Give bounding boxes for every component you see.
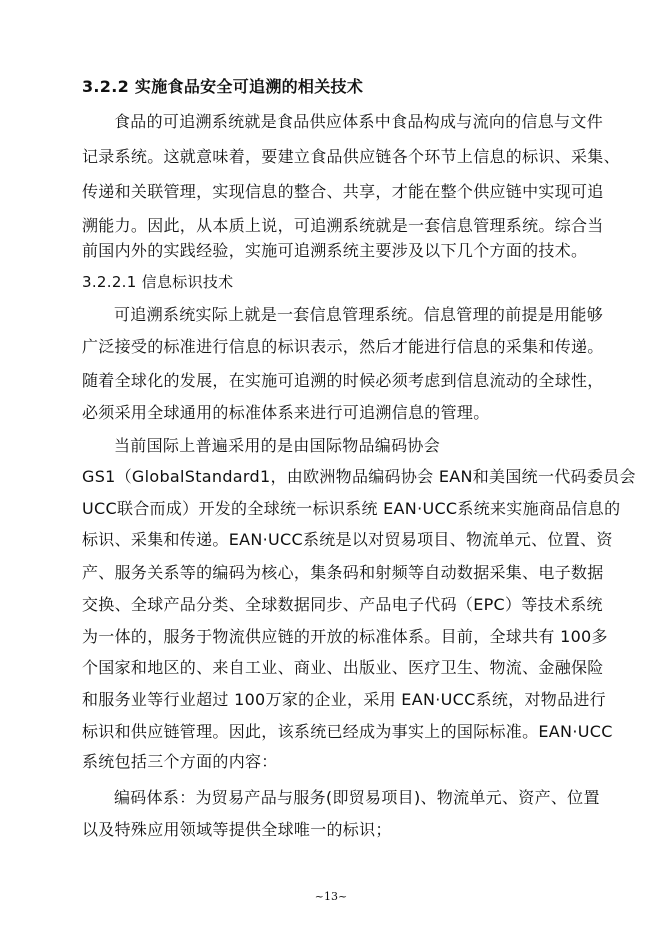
- paragraph-3-line-8: 个国家和地区的、来自工业、商业、出版业、医疗卫生、物流、金融保险: [82, 658, 604, 677]
- paragraph-3-line-3: UCC联合而成）开发的全球统一标识系统 EAN·UCC系统来实施商品信息的: [82, 499, 621, 518]
- paragraph-1-line-2: 记录系统。这就意味着，要建立食品供应链各个环节上信息的标识、采集、: [82, 147, 620, 166]
- paragraph-2-line-2: 广泛接受的标准进行信息的标识表示，然后才能进行信息的采集和传递。: [82, 337, 604, 356]
- paragraph-3-line-7: 为一体的，服务于物流供应链的开放的标准体系。目前，全球共有 100多: [82, 627, 608, 646]
- paragraph-3-line-4: 标识、采集和传递。EAN·UCC系统是以对贸易项目、物流单元、位置、资: [82, 530, 613, 549]
- paragraph-3-line-6: 交换、全球产品分类、全球数据同步、产品电子代码（EPC）等技术系统: [82, 595, 603, 614]
- section-heading: 3.2.2 实施食品安全可追溯的相关技术: [82, 77, 364, 96]
- paragraph-2-line-4: 必须采用全球通用的标准体系来进行可追溯信息的管理。: [82, 403, 490, 422]
- paragraph-4-line-1: 编码体系：为贸易产品与服务(即贸易项目)、物流单元、资产、位置: [114, 788, 600, 807]
- page-number: ~13~: [314, 890, 348, 903]
- paragraph-3-line-10: 标识和供应链管理。因此，该系统已经成为事实上的国际标准。EAN·UCC: [82, 722, 613, 741]
- paragraph-3-line-11: 系统包括三个方面的内容：: [82, 752, 278, 771]
- paragraph-3-line-2: GS1（GlobalStandard1，由欧洲物品编码协会 EAN和美国统一代码委员会: [82, 467, 636, 486]
- paragraph-2-line-1: 可追溯系统实际上就是一套信息管理系统。信息管理的前提是用能够: [114, 305, 604, 324]
- subsection-heading: 3.2.2.1 信息标识技术: [82, 273, 234, 291]
- paragraph-3-line-9: 和服务业等行业超过 100万家的企业，采用 EAN·UCC系统，对物品进行: [82, 690, 606, 709]
- paragraph-3-line-1: 当前国际上普遍采用的是由国际物品编码协会: [114, 436, 441, 455]
- paragraph-1-line-1: 食品的可追溯系统就是食品供应体系中食品构成与流向的信息与文件: [114, 112, 604, 131]
- paragraph-1-line-5: 前国内外的实践经验，实施可追溯系统主要涉及以下几个方面的技术。: [82, 241, 588, 260]
- paragraph-2-line-3: 随着全球化的发展，在实施可追溯的时候必须考虑到信息流动的全球性，: [82, 371, 604, 390]
- paragraph-4-line-2: 以及特殊应用领域等提供全球唯一的标识；: [82, 820, 392, 839]
- paragraph-3-line-5: 产、服务关系等的编码为核心，集条码和射频等自动数据采集、电子数据: [82, 563, 604, 582]
- paragraph-1-line-3: 传递和关联管理，实现信息的整合、共享，才能在整个供应链中实现可追: [82, 182, 604, 201]
- paragraph-1-line-4: 溯能力。因此，从本质上说，可追溯系统就是一套信息管理系统。综合当: [82, 216, 604, 235]
